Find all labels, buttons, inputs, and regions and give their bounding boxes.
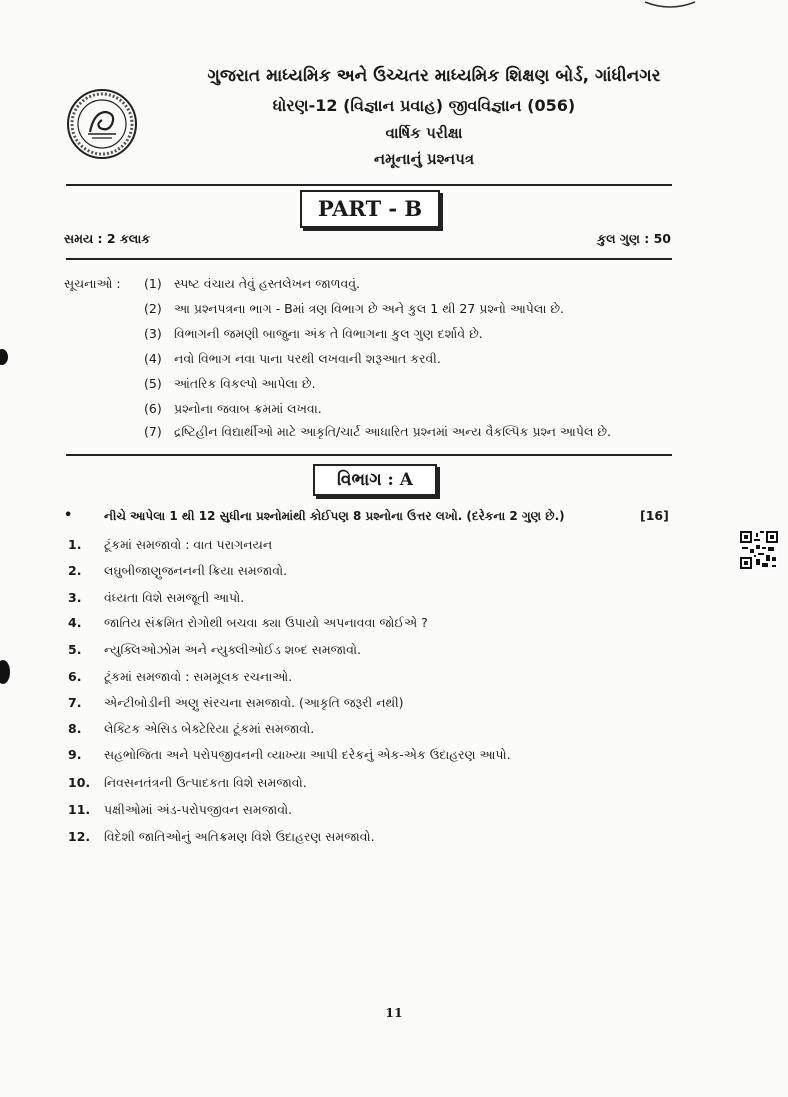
instruction-num: (4) [144, 351, 162, 366]
question-number: 7. [68, 695, 82, 710]
instruction-item [144, 401, 322, 417]
question-number: 6. [68, 669, 82, 684]
question-item [68, 537, 668, 557]
question-text: લેક્ટિક એસિડ બેક્ટેરિયા ટૂંકમાં સમજાવો. [104, 721, 315, 736]
question-text: લઘુબીજાણુજનનની ક્રિયા સમજાવો. [104, 563, 288, 578]
instruction-num: (3) [144, 326, 162, 341]
punch-hole-mark [0, 660, 10, 684]
instruction-text: પ્રશ્નોના જવાબ ક્રમમાં લખવા. [174, 401, 322, 416]
instruction-item [144, 376, 316, 392]
instruction-item [144, 326, 483, 342]
corner-arc-mark [640, 0, 700, 14]
punch-hole-mark [0, 349, 8, 365]
question-text: વિદેશી જાતિઓનું અતિક્રમણ વિશે ઉદાહરણ સમજાવો. [104, 829, 375, 844]
instructions-label: સૂચનાઓ : [64, 276, 121, 291]
total-marks-label: કુલ ગુણ : 50 [597, 231, 671, 246]
question-item [68, 721, 668, 741]
part-label: PART - B [317, 196, 423, 221]
subject-title: ધોરણ-12 (વિજ્ઞાન પ્રવાહ) જીવવિજ્ઞાન (056) [272, 96, 576, 115]
question-text: ટૂંકમાં સમજાવો : સમમૂલક રચનાઓ. [104, 669, 293, 684]
question-item [68, 590, 668, 610]
section-label: વિભાગ : A [337, 470, 413, 490]
exam-type: વાર્ષિક પરીક્ષા [385, 124, 463, 142]
instruction-text: નવો વિભાગ નવા પાના પરથી લખવાની શરૂઆત કરવી. [174, 351, 441, 366]
instruction-num: (6) [144, 401, 162, 416]
qr-code-icon [740, 531, 778, 569]
question-text: પક્ષીઓમાં અંડ-પરોપજીવન સમજાવો. [104, 802, 293, 817]
instruction-item [144, 351, 441, 367]
question-item [68, 747, 668, 767]
question-number: 11. [68, 802, 91, 817]
question-text: ટૂંકમાં સમજાવો : વાત પરાગનયન [104, 537, 273, 552]
question-text: વંધ્યતા વિશે સમજૂતી આપો. [104, 590, 245, 605]
part-label-box [300, 190, 440, 228]
time-label: સમય : 2 કલાક [64, 231, 151, 246]
question-item [68, 695, 668, 715]
question-number: 4. [68, 615, 82, 630]
header-divider [66, 184, 672, 186]
page-number: 11 [385, 1005, 403, 1020]
section-marks: [16] [640, 508, 669, 523]
question-number: 3. [68, 590, 82, 605]
instruction-text: દ્રષ્ટિહીન વિદ્યાર્થીઓ માટે આકૃતિ/ચાર્ટ આધારિત પ્રશ્નમાં અન્ય વૈકલ્પિક પ્રશ્ન આપેલ છે. [174, 424, 612, 439]
instruction-text: આ પ્રશ્નપત્રના ભાગ - Bમાં ત્રણ વિભાગ છે અને કુલ 1 થી 27 પ્રશ્નો આપેલા છે. [174, 301, 564, 316]
instruction-item [144, 424, 611, 440]
question-number: 9. [68, 747, 82, 762]
question-number: 2. [68, 563, 82, 578]
question-text: નિવસનતંત્રની ઉત્પાદકતા વિશે સમજાવો. [104, 775, 307, 790]
board-title: ગુજરાત માધ્યમિક અને ઉચ્ચતર માધ્યમિક શિક્ષણ બોર્ડ, ગાંધીનગર [207, 66, 661, 86]
section-divider [66, 454, 672, 456]
instruction-text: વિભાગની જમણી બાજુના અંક તે વિભાગના કુલ ગુણ દર્શાવે છે. [174, 326, 483, 341]
instruction-item [144, 276, 360, 292]
question-number: 1. [68, 537, 82, 552]
paper-type: નમૂનાનું પ્રશ્નપત્ર [373, 150, 475, 168]
section-label-box [313, 464, 437, 496]
instruction-text: સ્પષ્ટ વંચાય તેવું હસ્તલેખન જાળવવું. [174, 276, 361, 291]
instruction-num: (1) [144, 276, 162, 291]
instruction-num: (2) [144, 301, 162, 316]
bullet: • [64, 508, 73, 523]
question-item [68, 563, 668, 583]
question-text: ન્યુક્લિઓઝોમ અને ન્યુક્લીઓઈડ શબ્દ સમજાવો. [104, 642, 361, 657]
question-text: સહભોજિતા અને પરોપજીવનની વ્યાખ્યા આપી દરેકનું એક-એક ઉદાહરણ આપો. [104, 747, 511, 762]
section-instruction: નીચે આપેલા 1 થી 12 સુધીના પ્રશ્નોમાંથી કોઈપણ 8 પ્રશ્નોના ઉત્તર લખો. (દરેકના 2 ગુણ છે.) [104, 509, 565, 523]
question-text: જાતિય સંક્રમિત રોગોથી બચવા ક્યા ઉપાયો અપનાવવા જોઈએ ? [104, 615, 428, 630]
question-item [68, 775, 668, 795]
question-number: 10. [68, 775, 91, 790]
question-item [68, 615, 668, 635]
question-number: 5. [68, 642, 82, 657]
instruction-num: (7) [144, 424, 162, 439]
instruction-num: (5) [144, 376, 162, 391]
question-item [68, 669, 668, 689]
question-item [68, 642, 668, 662]
question-number: 12. [68, 829, 91, 844]
instruction-text: આંતરિક વિકલ્પો આપેલા છે. [174, 376, 316, 391]
question-number: 8. [68, 721, 82, 736]
question-text: એન્ટીબોડીની અણુ સંરચના સમજાવો. (આકૃતિ જરૂરી નથી) [104, 695, 404, 710]
question-item [68, 829, 668, 849]
instructions-divider [66, 258, 672, 260]
instruction-item [144, 301, 564, 317]
question-item [68, 802, 668, 822]
